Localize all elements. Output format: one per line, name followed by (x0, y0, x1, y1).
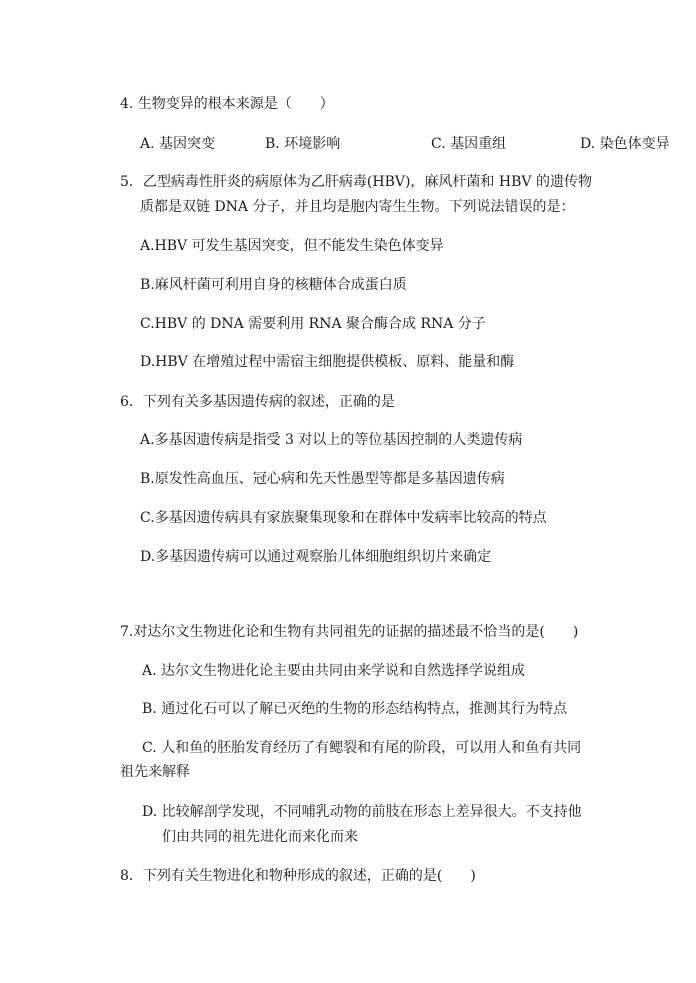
q5-option-a: A.HBV 可发生基因突变，但不能发生染色体变异 (140, 238, 444, 254)
q7-option-d-line2: 们由共同的祖先进化而来化而来 (162, 829, 358, 845)
q6-stem: 6．下列有关多基因遗传病的叙述，正确的是 (120, 394, 395, 410)
q4-option-d: D. 染色体变异 (580, 136, 670, 152)
q7-option-b: B. 通过化石可以了解已灭绝的生物的形态结构特点，推测其行为特点 (142, 701, 568, 717)
q5-option-b: B.麻风杆菌可利用自身的核糖体合成蛋白质 (140, 277, 407, 293)
q7-option-d-line1: D. 比较解剖学发现，不同哺乳动物的前肢在形态上差异很大。不支持他 (142, 804, 582, 820)
q5-option-d: D.HBV 在增殖过程中需宿主细胞提供模板、原料、能量和酶 (140, 354, 515, 370)
q7-option-c-line2: 祖先来解释 (120, 764, 190, 780)
q7-option-a: A. 达尔文生物进化论主要由共同由来学说和自然选择学说组成 (142, 663, 526, 679)
q7-stem: 7.对达尔文生物进化论和生物有共同祖先的证据的描述最不恰当的是( ) (120, 624, 579, 640)
q4-option-b: B. 环境影响 (265, 136, 341, 152)
q6-option-a: A.多基因遗传病是指受 3 对以上的等位基因控制的人类遗传病 (140, 432, 523, 448)
q6-option-d: D.多基因遗传病可以通过观察胎儿体细胞组织切片来确定 (140, 549, 492, 565)
q8-stem: 8．下列有关生物进化和物种形成的叙述，正确的是( ) (120, 868, 476, 884)
q4-option-a: A. 基因突变 (140, 136, 216, 152)
q5-option-c: C.HBV 的 DNA 需要利用 RNA 聚合酶合成 RNA 分子 (140, 316, 486, 332)
q5-stem-line1: 5．乙型病毒性肝炎的病原体为乙肝病毒(HBV)，麻风杆菌和 HBV 的遗传物 (120, 174, 592, 190)
q6-option-c: C.多基因遗传病具有家族聚集现象和在群体中发病率比较高的特点 (140, 510, 547, 526)
q4-stem: 4. 生物变异的根本来源是（ ） (120, 96, 334, 112)
q4-option-c: C. 基因重组 (431, 136, 507, 152)
q7-option-c-line1: C. 人和鱼的胚胎发育经历了有鳃裂和有尾的阶段，可以用人和鱼有共同 (142, 740, 582, 756)
q5-stem-line2: 质都是双链 DNA 分子，并且均是胞内寄生生物。下列说法错误的是： (140, 199, 575, 215)
q6-option-b: B.原发性高血压、冠心病和先天性愚型等都是多基因遗传病 (140, 471, 505, 487)
